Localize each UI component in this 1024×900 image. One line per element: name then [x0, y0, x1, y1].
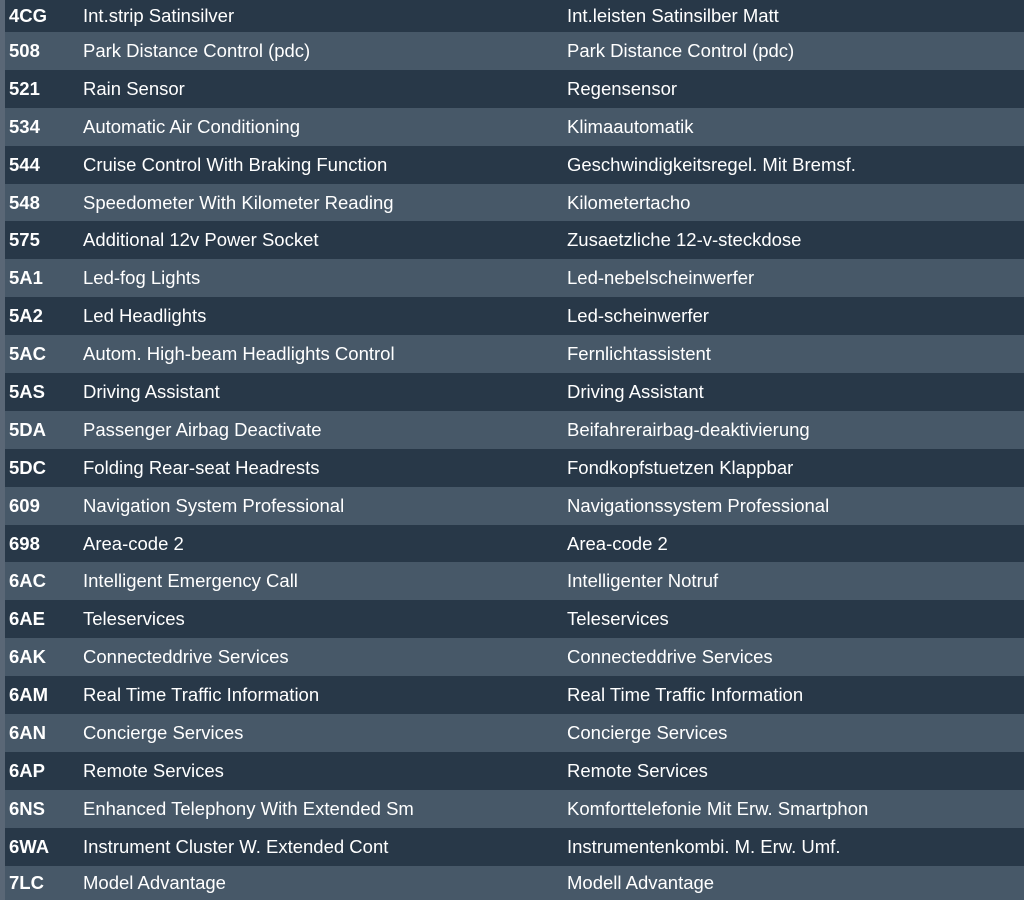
option-description-de: Modell Advantage — [567, 871, 715, 893]
option-code: 5DA — [9, 418, 47, 440]
option-description-de: Area-code 2 — [567, 532, 668, 554]
option-description-en: Folding Rear-seat Headrests — [83, 456, 320, 478]
option-code: 609 — [9, 494, 40, 516]
option-code: 6WA — [9, 835, 50, 857]
option-code: 6AN — [9, 721, 47, 743]
option-code: 6AE — [9, 608, 45, 630]
option-description-en: Concierge Services — [83, 721, 244, 743]
table-row — [5, 259, 1024, 297]
option-code: 544 — [9, 153, 40, 175]
option-description-en: Park Distance Control (pdc) — [83, 39, 311, 61]
option-description-de: Remote Services — [567, 759, 708, 781]
table-row — [5, 487, 1024, 525]
option-description-de: Park Distance Control (pdc) — [567, 39, 795, 61]
table-row — [5, 562, 1024, 600]
option-code: 698 — [9, 532, 40, 554]
option-description-de: Intelligenter Notruf — [567, 570, 719, 592]
option-description-en: Speedometer With Kilometer Reading — [83, 191, 394, 213]
table-row — [5, 70, 1024, 108]
option-code: 6AC — [9, 570, 47, 592]
option-description-en: Rain Sensor — [83, 77, 185, 99]
option-description-de: Connecteddrive Services — [567, 646, 773, 668]
option-description-de: Regensensor — [567, 77, 678, 99]
table-row — [5, 638, 1024, 676]
table-row — [5, 297, 1024, 335]
table-row — [5, 866, 1024, 900]
table-row — [5, 411, 1024, 449]
option-code: 6NS — [9, 797, 45, 819]
table-row — [5, 335, 1024, 373]
option-description-en: Teleservices — [83, 608, 185, 630]
option-description-de: Zusaetzliche 12-v-steckdose — [567, 229, 802, 251]
option-description-de: Geschwindigkeitsregel. Mit Bremsf. — [567, 153, 856, 175]
table-row — [5, 146, 1024, 184]
option-description-en: Model Advantage — [83, 871, 226, 893]
option-code: 7LC — [9, 871, 44, 893]
option-code: 4CG — [9, 5, 48, 26]
table-row — [5, 449, 1024, 487]
option-code: 534 — [9, 115, 40, 137]
option-description-en: Cruise Control With Braking Function — [83, 153, 388, 175]
option-description-en: Int.strip Satinsilver — [83, 5, 235, 26]
option-description-de: Driving Assistant — [567, 380, 704, 402]
option-description-de: Led-scheinwerfer — [567, 305, 709, 327]
option-description-de: Led-nebelscheinwerfer — [567, 267, 755, 289]
table-row — [5, 828, 1024, 866]
table-row — [5, 676, 1024, 714]
option-description-en: Navigation System Professional — [83, 494, 345, 516]
option-description-en: Enhanced Telephony With Extended Sm — [83, 797, 414, 819]
option-description-de: Real Time Traffic Information — [567, 684, 804, 706]
option-description-en: Passenger Airbag Deactivate — [83, 418, 322, 440]
option-code: 521 — [9, 77, 40, 99]
table-row — [5, 752, 1024, 790]
table-row — [5, 600, 1024, 638]
option-code: 5A1 — [9, 267, 43, 289]
table-row — [5, 221, 1024, 259]
option-code: 5DC — [9, 456, 47, 478]
option-description-en: Led-fog Lights — [83, 267, 201, 289]
table-row — [5, 184, 1024, 222]
option-description-en: Autom. High-beam Headlights Control — [83, 343, 395, 365]
option-description-de: Beifahrerairbag-deaktivierung — [567, 418, 810, 440]
option-code: 5AC — [9, 343, 47, 365]
option-description-de: Fondkopfstuetzen Klappbar — [567, 456, 794, 478]
option-description-en: Additional 12v Power Socket — [83, 229, 319, 251]
option-description-en: Led Headlights — [83, 305, 207, 327]
table-row — [5, 32, 1024, 70]
option-description-de: Instrumentenkombi. M. Erw. Umf. — [567, 835, 841, 857]
table-row — [5, 714, 1024, 752]
option-code: 575 — [9, 229, 40, 251]
option-code: 6AM — [9, 684, 49, 706]
option-description-en: Area-code 2 — [83, 532, 184, 554]
option-description-de: Komforttelefonie Mit Erw. Smartphon — [567, 797, 869, 819]
option-code: 5A2 — [9, 305, 43, 327]
option-description-en: Connecteddrive Services — [83, 646, 289, 668]
option-description-en: Remote Services — [83, 759, 224, 781]
option-description-en: Instrument Cluster W. Extended Cont — [83, 835, 389, 857]
option-description-en: Driving Assistant — [83, 380, 220, 402]
option-code: 548 — [9, 191, 40, 213]
table-row — [5, 525, 1024, 563]
option-code: 6AP — [9, 759, 45, 781]
table-row — [5, 790, 1024, 828]
option-description-de: Kilometertacho — [567, 191, 691, 213]
option-description-de: Navigationssystem Professional — [567, 494, 830, 516]
option-description-en: Real Time Traffic Information — [83, 684, 320, 706]
table-row — [5, 373, 1024, 411]
option-code: 6AK — [9, 646, 47, 668]
option-description-de: Klimaautomatik — [567, 115, 694, 137]
option-description-de: Int.leisten Satinsilber Matt — [567, 5, 779, 26]
option-description-de: Concierge Services — [567, 721, 728, 743]
option-code: 508 — [9, 39, 40, 61]
option-code: 5AS — [9, 380, 45, 402]
option-description-de: Teleservices — [567, 608, 669, 630]
table-row — [5, 108, 1024, 146]
option-description-en: Intelligent Emergency Call — [83, 570, 298, 592]
option-description-en: Automatic Air Conditioning — [83, 115, 300, 137]
table-row — [5, 0, 1024, 32]
option-description-de: Fernlichtassistent — [567, 343, 711, 365]
